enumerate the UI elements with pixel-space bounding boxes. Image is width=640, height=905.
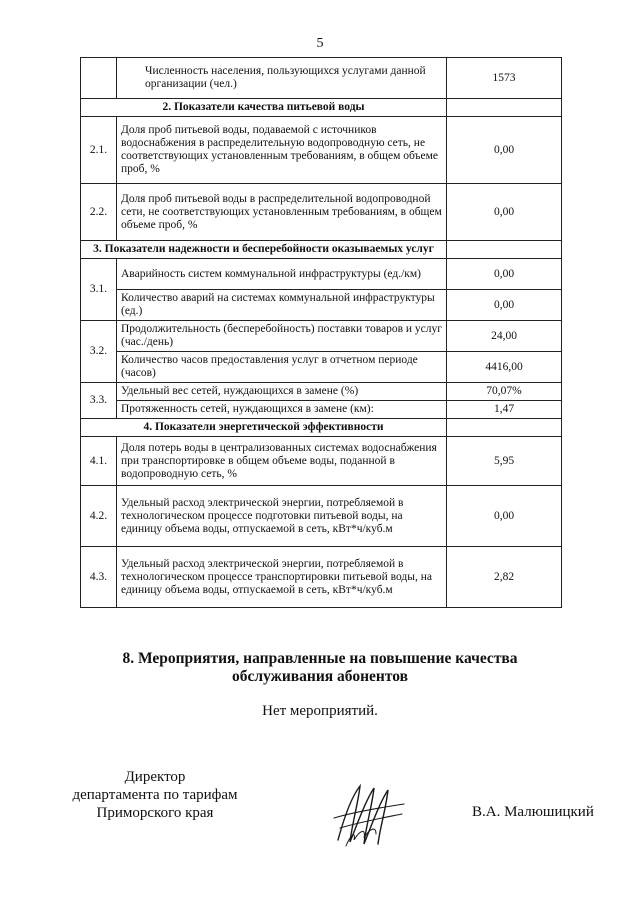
signatory-title-line3: Приморского края [96, 805, 214, 821]
indicator-text: Численность населения, пользующихся услугами данной организации (чел.) [117, 58, 447, 99]
indicator-value: 0,00 [447, 290, 562, 321]
section-header [81, 419, 562, 437]
table-row [81, 117, 562, 184]
row-number: 2.1. [81, 117, 117, 184]
indicator-value: 2,82 [447, 547, 562, 608]
row-number [81, 58, 117, 99]
section-header [81, 241, 562, 259]
row-number: 3.1. [81, 259, 117, 321]
handwritten-signature-mark [330, 778, 410, 850]
row-number: 4.2. [81, 486, 117, 547]
indicator-value: 0,00 [447, 184, 562, 241]
section8-title-line2: обслуживания абонентов [232, 668, 408, 685]
indicator-value: 70,07% [447, 383, 562, 401]
row-number: 2.2. [81, 184, 117, 241]
row-number: 4.1. [81, 437, 117, 486]
table-row [81, 184, 562, 241]
table-row [81, 486, 562, 547]
indicator-text: Удельный вес сетей, нуждающихся в замене (%) [117, 383, 447, 401]
section8-title-line1: 8. Мероприятия, направленные на повышение качества [122, 650, 518, 667]
indicators-table [80, 57, 562, 608]
indicator-text: Количество аварий на системах коммунальной инфраструктуры (ед.) [117, 290, 447, 321]
indicator-text: Доля проб питьевой воды в распределительной водопроводной сети, не соответствующих установленным требованиям, в общем объеме проб, % [117, 184, 447, 241]
indicator-text: Продолжительность (бесперебойность) поставки товаров и услуг (час./день) [117, 321, 447, 352]
indicator-value: 4416,00 [447, 352, 562, 383]
indicator-text: Доля потерь воды в централизованных системах водоснабжения при транспортировке в общем объеме воды, поданной в водопроводную сеть, % [117, 437, 447, 486]
table-row [81, 58, 562, 99]
indicator-text: Доля проб питьевой воды, подаваемой с источников водоснабжения в распределительную водопроводную сеть, не соответствующих установленным требованиям, в общем объеме проб, % [117, 117, 447, 184]
section3-title: 3. Показатели надежности и бесперебойности оказываемых услуг [81, 241, 447, 259]
table-row [81, 437, 562, 486]
indicator-value: 0,00 [447, 117, 562, 184]
row-number: 4.3. [81, 547, 117, 608]
table-row [81, 352, 562, 383]
page-number: 5 [316, 36, 324, 51]
indicator-text: Удельный расход электрической энергии, потребляемой в технологическом процессе транспортировки питьевой воды, на единицу объема воды, отпускаемой в сеть, кВт*ч/куб.м [117, 547, 447, 608]
indicator-text: Количество часов предоставления услуг в отчетном периоде (часов) [117, 352, 447, 383]
section8-text: Нет мероприятий. [262, 703, 378, 719]
row-number: 3.3. [81, 383, 117, 419]
table-row [81, 321, 562, 352]
section2-title: 2. Показатели качества питьевой воды [81, 99, 447, 117]
table-row [81, 383, 562, 401]
indicator-text: Удельный расход электрической энергии, потребляемой в технологическом процессе подготовки питьевой воды, на единицу объема воды, отпускаемой в сеть, кВт*ч/куб.м [117, 486, 447, 547]
table-row [81, 547, 562, 608]
table-row [81, 259, 562, 290]
section8-heading [0, 650, 640, 686]
indicator-value: 0,00 [447, 486, 562, 547]
indicator-value: 5,95 [447, 437, 562, 486]
signatory-title-line2: департамента по тарифам [72, 787, 238, 803]
signatory-title [55, 768, 255, 822]
section4-title: 4. Показатели энергетической эффективности [81, 419, 447, 437]
indicator-value: 0,00 [447, 259, 562, 290]
section-header [81, 99, 562, 117]
indicator-value: 1573 [447, 58, 562, 99]
indicator-text: Протяженность сетей, нуждающихся в замене (км): [117, 401, 447, 419]
indicator-text: Аварийность систем коммунальной инфраструктуры (ед./км) [117, 259, 447, 290]
row-number: 3.2. [81, 321, 117, 383]
signatory-name: В.А. Малюшицкий [472, 804, 594, 820]
signatory-title-line1: Директор [124, 769, 186, 785]
indicator-value: 1,47 [447, 401, 562, 419]
table-row [81, 401, 562, 419]
table-row [81, 290, 562, 321]
indicator-value: 24,00 [447, 321, 562, 352]
